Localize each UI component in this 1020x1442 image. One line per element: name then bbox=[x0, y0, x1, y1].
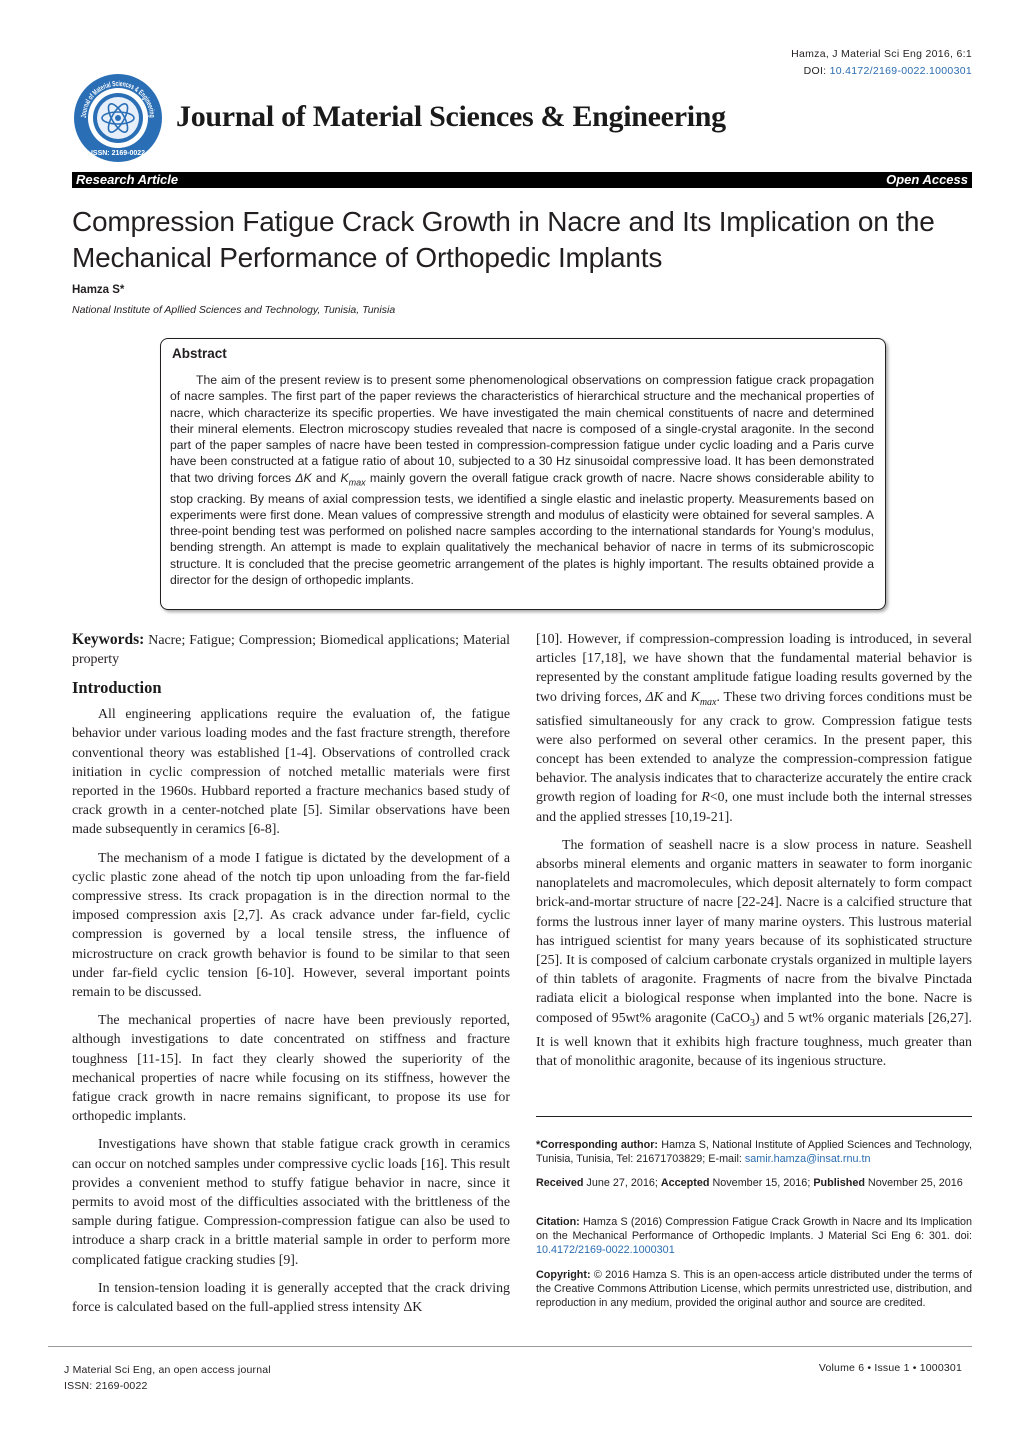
received-date: June 27, 2016; bbox=[583, 1177, 661, 1189]
abstract-part-1: The aim of the present review is to present some phenomenological observations on compression fatigue crack propagation of nacre samples. The first part of the paper reviews the characteristics of hierarchical structure and the mechanical properties of nacre, which characterize its specific properties. We have investigated the main chemical constituents of nacre and determined their mineral elements. Electron microscopy studies revealed that nacre is composed of a single-crystal aragonite. In the second part of the paper samples of nacre have been tested in compression-compression fatigue under cyclic loading and a Paris curve have been constructed at a fatigue ratio of about 10, subjected to a 30 Hz sinusoidal compressive load. It has been demonstrated that two driving forces bbox=[170, 373, 874, 485]
article-type-label: Research Article bbox=[76, 172, 179, 187]
corr-text: Hamza S, National Institute of Applied Sciences and Technology, Tunisia, Tunisia, Tel: 21671703829; E-mail: bbox=[536, 1139, 972, 1166]
copyright-label: Copyright: bbox=[536, 1269, 591, 1281]
received-label: Received bbox=[536, 1177, 584, 1189]
right-p2-part-b: ) and 5 wt% organic materials [26,27]. It is well known that it exhibits high fracture toughness, much greater than that of monolithic aragonite, because of its ingenious structure. bbox=[536, 1010, 972, 1069]
published-label: Published bbox=[813, 1177, 865, 1189]
keywords-label: Keywords: bbox=[72, 631, 145, 648]
article-title: Compression Fatigue Crack Growth in Nacre and Its Implication on the Mechanical Performance of Orthopedic Implants bbox=[72, 206, 935, 273]
footer-issn: ISSN: 2169-0022 bbox=[64, 1380, 148, 1392]
corresponding-author-note bbox=[536, 1138, 972, 1166]
citation-doi-link[interactable]: 10.4172/2169-0022.1000301 bbox=[536, 1244, 675, 1257]
right-p1-part-c: <0, one must include both the internal stresses and the applied stresses [10,19-21]. bbox=[536, 790, 972, 825]
right-p2-subscript: 3 bbox=[750, 1017, 756, 1029]
doi-line bbox=[791, 63, 972, 80]
abstract-and: and bbox=[311, 470, 341, 485]
accepted-date: November 15, 2016; bbox=[709, 1177, 814, 1189]
footer-left bbox=[64, 1362, 271, 1394]
citation-note bbox=[536, 1215, 972, 1258]
intro-paragraph-3: The mechanical properties of nacre have been previously reported, although investigations to date concentrated on stiffness and fracture toughness [11-15]. In fact they clearly showed the superiority of the mechanical properties of nacre while focusing on its stiffness, however the fatigue crack growth in nacre remains significant, to propose its use for orthopedic implants. bbox=[72, 1013, 510, 1125]
copyright-note bbox=[536, 1268, 972, 1311]
abstract-delta-k: ΔK bbox=[295, 470, 312, 485]
abstract-paragraph bbox=[170, 372, 874, 588]
doi-label: DOI: bbox=[803, 65, 827, 77]
intro-paragraph-4: Investigations have shown that stable fatigue crack growth in ceramics can occur on notched samples under compressive cyclic loads [16]. This result provides a convenient method to stuffy fatigue behavior in nacre, since it permits to avoid most of the difficulties associated with the brittleness of the sample during fatigue. Compression-compression fatigue can also be used to introduce a sharp crack in a brittle material sample in order to perform more complicated fatigue cracking studies [9]. bbox=[72, 1137, 510, 1268]
journal-title: Journal of Material Sciences & Engineering bbox=[176, 100, 726, 133]
header-citation-block bbox=[791, 46, 972, 80]
citation-label: Citation: bbox=[536, 1216, 580, 1228]
abstract-text bbox=[170, 372, 874, 588]
logo-issn: ISSN: 2169-0022 bbox=[90, 150, 146, 157]
right-p2-part-a: The formation of seashell nacre is a slow process in nature. Seashell absorbs mineral elements and organic matters in seawater to form inorganic nanoplatelets and macromolecules, which deposit alternately to form compact brick-and-mortar structure of nacre [22-24]. Nacre is a calcified structure that forms the lustrous inner layer of many marine oysters. This lustrous material has intrigued scientist for many years because of its sophisticated structure [25]. It is composed of calcium carbonate crystals organized in multiple layers of thin tablets of aragonite. Fragments of nacre from the bivalve Pinctada radiata elicit a biological response when implanted into the bone. Nacre is composed of 95wt% aragonite (CaCO bbox=[536, 837, 972, 1026]
citation-text: Hamza S (2016) Compression Fatigue Crack Growth in Nacre and Its Implication on the Mechanical Performance of Orthopedic Implants. J Material Sci Eng 6: 301. doi: bbox=[536, 1216, 972, 1243]
published-date: November 25, 2016 bbox=[864, 1177, 963, 1189]
footer-divider bbox=[48, 1346, 972, 1347]
right-p1-k: K bbox=[690, 689, 700, 705]
right-p1-k-max-sub: max bbox=[699, 696, 717, 708]
right-paragraph-2 bbox=[536, 836, 972, 1071]
body-left-column bbox=[72, 630, 510, 1326]
right-p1-r: R bbox=[701, 790, 710, 806]
footer-volume: Volume 6 • Issue 1 • 1000301 bbox=[818, 1362, 962, 1374]
accepted-label: Accepted bbox=[660, 1177, 710, 1189]
doi-link[interactable]: 10.4172/2169-0022.1000301 bbox=[829, 65, 972, 77]
right-p1-part-a: [10]. However, if compression-compression loading is introduced, in several articles [17,18], we have shown that the fundamental material behavior is represented by the constant amplitude fatigue loading results governed by the two driving forces, bbox=[536, 632, 972, 705]
footer-journal: J Material Sci Eng, an open access journal bbox=[64, 1364, 271, 1376]
citation-line: Hamza, J Material Sci Eng 2016, 6:1 bbox=[791, 48, 972, 60]
right-p1-delta-k: ΔK bbox=[645, 689, 664, 705]
abstract-k-max-sub: max bbox=[348, 477, 366, 488]
right-p1-part-b: . These two driving forces conditions must be satisfied simultaneously for any crack to grow. Compression fatigue tests were also performed on several other ceramics. In the present paper, this concept has been extended to analyze the compression-compression fatigue behavior. The analysis indicates that to characterize accurately the entire crack growth region of loading for bbox=[536, 689, 972, 806]
abstract-k: K bbox=[340, 470, 349, 485]
author-affiliation: National Institute of Apllied Sciences and Technology, Tunisia, Tunisia bbox=[72, 304, 396, 316]
abstract-part-2: mainly govern the overall fatigue crack growth of nacre. Nacre shows considerable ability to stop cracking. By means of axial compression tests, we identified a single elastic and inelastic property. Measurements based on experiments were first done. Mean values of compressive strength and modulus of elasticity were obtained for several samples. A three-point bending test was performed on polished nacre samples according to the international standards for Young’s modulus, bending strength. An attempt is made to explain qualitatively the mechanical behavior of nacre in terms of its submicroscopic structure. It is concluded that the precise geometric arrangement of the plates is highly important. The results obtained provide a director for the design of orthopedic implants. bbox=[170, 470, 875, 587]
intro-paragraph-2: The mechanism of a mode I fatigue is dictated by the development of a cyclic plastic zone ahead of the notch tip upon unloading from the far-field compressive stress. Its crack propagation is in the direction normal to the imposed compression axis [2,7]. As crack advance under far-field, cyclic compression is governed by a local tensile stress, the influence of microstructure on crack growth behavior is found to be similar to that seen under far-field cyclic tension [6-10]. However, several important points remain to be discussed. bbox=[72, 850, 510, 1001]
keywords-list: Nacre; Fatigue; Compression; Biomedical applications; Material property bbox=[72, 633, 510, 667]
intro-paragraph-1: All engineering applications require the evaluation of, the fatigue behavior under various loading modes and the fast fracture strength, therefore conventional theory was established [1-4]. Observations of controlled crack initiation in cyclic compression of notched metallic materials were first reported in the 1960s. Hubbard reported a fracture mechanics based study of crack growth in a center-notched plate [5]. Similar observations have been made subsequently in ceramics [6-8]. bbox=[72, 707, 510, 838]
article-type-bar bbox=[72, 172, 972, 188]
right-p1-and: and bbox=[663, 689, 691, 705]
logo-text-path: Journal of Material Sciences & Engineering bbox=[78, 78, 158, 120]
copyright-text: © 2016 Hamza S. This is an open-access article distributed under the terms of the Creative Commons Attribution License, which permits unrestricted use, distribution, and reproduction in any medium, provided the original author and source are credited. bbox=[536, 1269, 972, 1310]
keywords bbox=[72, 630, 510, 669]
body-right-column bbox=[536, 630, 972, 1080]
journal-logo-icon bbox=[72, 72, 164, 164]
abstract-heading: Abstract bbox=[172, 346, 227, 361]
corr-label: *Corresponding author: bbox=[536, 1139, 659, 1151]
email-link[interactable]: samir.hamza@insat.rnu.tn bbox=[744, 1153, 871, 1166]
open-access-label: Open Access bbox=[886, 172, 968, 187]
introduction-heading: Introduction bbox=[72, 678, 162, 697]
footnote-divider bbox=[536, 1116, 972, 1117]
author-name: Hamza S* bbox=[72, 284, 125, 296]
intro-paragraph-5: In tension-tension loading it is generally accepted that the crack driving force is calculated based on the full-applied stress intensity ΔK bbox=[72, 1280, 510, 1316]
dates-note bbox=[536, 1176, 972, 1190]
right-paragraph-1 bbox=[536, 630, 972, 827]
